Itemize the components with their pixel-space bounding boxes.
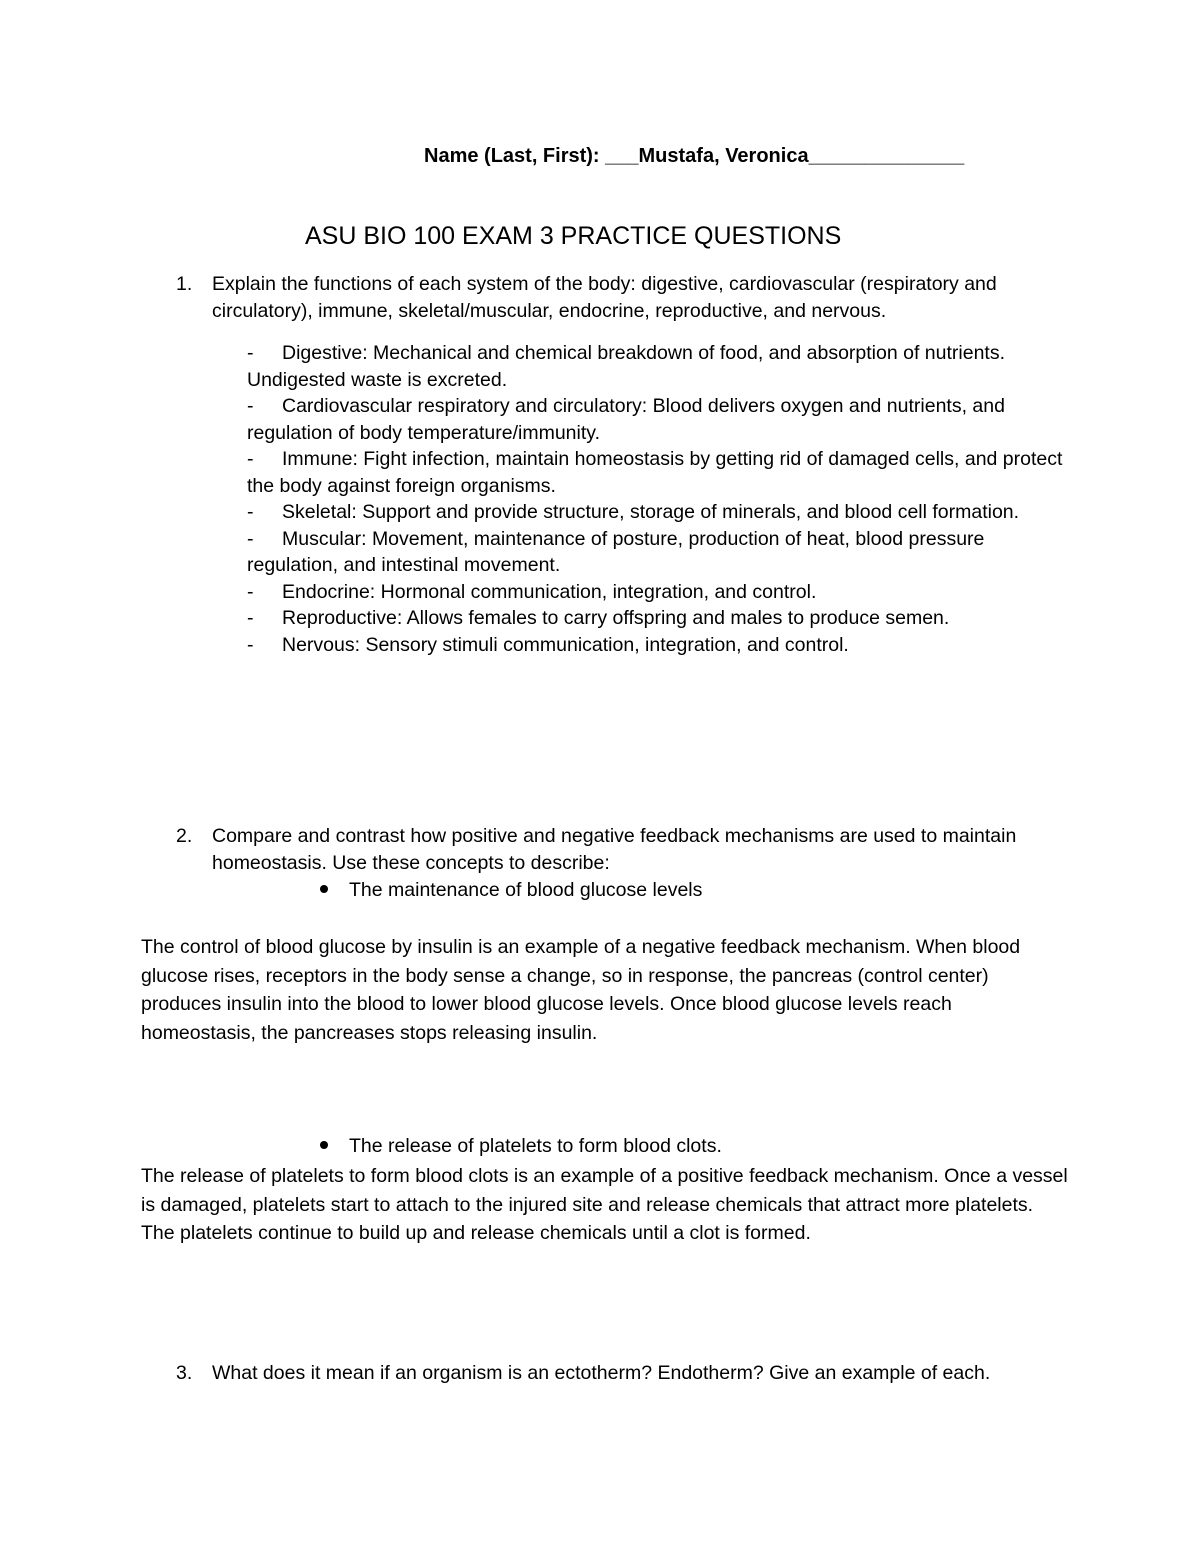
question-2-answer-1: The control of blood glucose by insulin is an example of a negative feedback mechanism. When blood glucose rises, receptors in the body sense a change, so in response, the pancreas (control center) produces insulin into the blood to lower blood glucose levels. Once blood glucose levels reach homeostasis, the pancreases stops releasing insulin. bbox=[141, 936, 1021, 1044]
question-3-number: 3. bbox=[176, 1362, 193, 1384]
student-name-line: Name (Last, First): ___Mustafa, Veronica______________ bbox=[424, 145, 965, 167]
question-3-text: What does it mean if an organism is an ectotherm? Endotherm? Give an example of each. bbox=[212, 1362, 991, 1384]
list-item bbox=[247, 393, 1077, 446]
list-item bbox=[247, 579, 1077, 606]
answer-skeletal: Skeletal: Support and provide structure, storage of minerals, and blood cell formation. bbox=[282, 501, 1020, 523]
answer-digestive: Digestive: Mechanical and chemical breakdown of food, and absorption of nutrients. Undigested waste is excreted. bbox=[247, 342, 1006, 391]
answer-reproductive: Reproductive: Allows females to carry offspring and males to produce semen. bbox=[282, 607, 950, 629]
answer-endocrine: Endocrine: Hormonal communication, integration, and control. bbox=[282, 580, 817, 603]
question-2-number: 2. bbox=[176, 825, 193, 847]
question-2-text: Compare and contrast how positive and negative feedback mechanisms are used to maintain homeostasis. Use these concepts to describe: bbox=[212, 825, 1017, 874]
dash-marker: - bbox=[247, 395, 254, 417]
question-2 bbox=[176, 823, 1066, 876]
question-2-bullet-1 bbox=[320, 877, 702, 904]
page-title: ASU BIO 100 EXAM 3 PRACTICE QUESTIONS bbox=[305, 222, 842, 250]
dash-marker: - bbox=[247, 527, 254, 550]
dash-marker: - bbox=[247, 633, 254, 656]
bullet-icon bbox=[320, 1141, 328, 1149]
list-item bbox=[247, 446, 1077, 499]
dash-marker: - bbox=[247, 607, 254, 629]
answer-muscular: Muscular: Movement, maintenance of posture, production of heat, blood pressure regulation, and intestinal movement. bbox=[247, 527, 985, 576]
bullet-icon bbox=[320, 885, 328, 893]
list-item bbox=[247, 526, 1077, 579]
question-2-bullet-2 bbox=[320, 1133, 722, 1160]
answer-nervous: Nervous: Sensory stimuli communication, integration, and control. bbox=[282, 633, 849, 656]
question-3 bbox=[176, 1360, 1066, 1387]
question-2-answer-2: The release of platelets to form blood clots is an example of a positive feedback mechanism. Once a vessel is damaged, platelets start to attach to the injured site and release chemicals that attract more platelets. The platelets continue to build up and release chemicals until a clot is formed. bbox=[141, 1165, 1068, 1244]
bullet-2-text: The release of platelets to form blood clots. bbox=[349, 1135, 722, 1157]
answer-cardiovascular: Cardiovascular respiratory and circulatory: Blood delivers oxygen and nutrients, and regulation of body temperature/immunity. bbox=[247, 395, 1005, 444]
question-1 bbox=[176, 271, 1066, 324]
bullet-1-text: The maintenance of blood glucose levels bbox=[349, 879, 703, 901]
dash-marker: - bbox=[247, 342, 254, 364]
list-item bbox=[247, 499, 1077, 526]
dash-marker: - bbox=[247, 448, 254, 470]
list-item bbox=[247, 632, 1077, 659]
dash-marker: - bbox=[247, 501, 254, 523]
question-1-number: 1. bbox=[176, 273, 193, 295]
list-item bbox=[247, 340, 1077, 393]
list-item bbox=[247, 605, 1077, 632]
dash-marker: - bbox=[247, 580, 254, 603]
question-1-answer-list bbox=[247, 340, 1077, 658]
question-1-text: Explain the functions of each system of the body: digestive, cardiovascular (respiratory and circulatory), immune, skeletal/muscular, endocrine, reproductive, and nervous. bbox=[212, 273, 997, 322]
answer-immune: Immune: Fight infection, maintain homeostasis by getting rid of damaged cells, and protect the body against foreign organisms. bbox=[247, 448, 1063, 497]
